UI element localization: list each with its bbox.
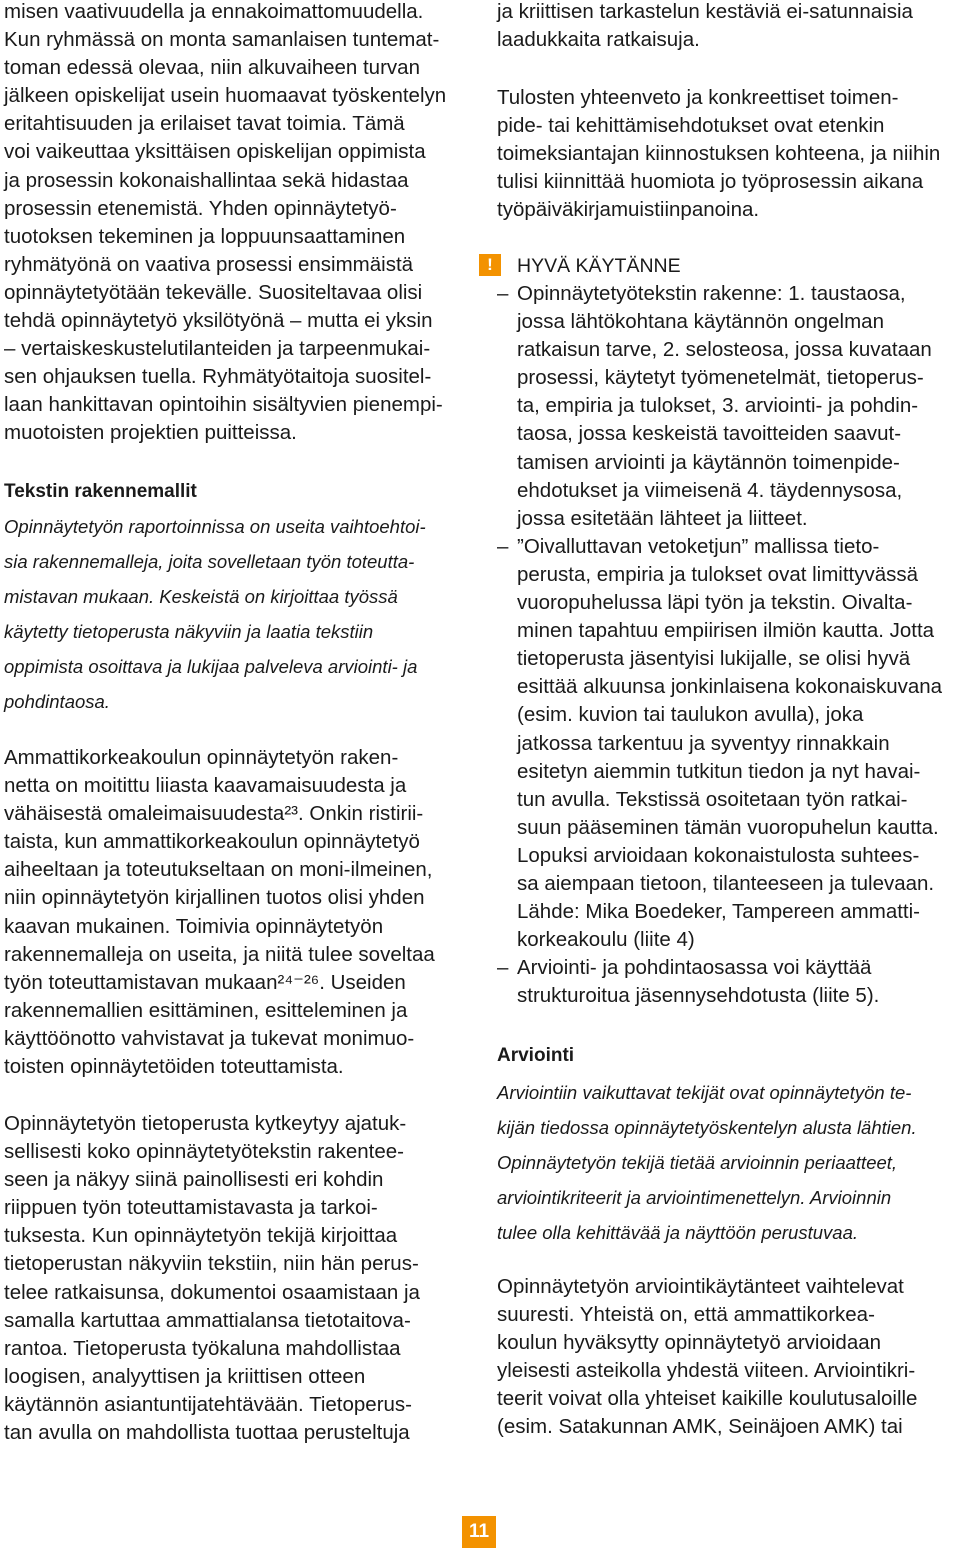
text-line: Kun ryhmässä on monta samanlaisen tuntemat- — [4, 28, 440, 52]
text-line: riippuen työn toteuttamistavasta ja tarkoi- — [4, 1196, 378, 1220]
text-line: telee ratkaisunsa, dokumentoi osaamistaan ja — [4, 1280, 420, 1304]
text-line: minen tapahtuu empiirisen ilmiön kautta. Jotta — [517, 619, 935, 643]
text-line: suun pääseminen tämän vuoropuhelun kautta. — [517, 815, 939, 839]
text-line: arviointikriteerit ja arviointimenettelyn. Arvioinnin — [497, 1187, 892, 1208]
text-line: netta on moitittu liiasta kaavamaisuudesta ja — [4, 774, 407, 798]
text-line: Opinnäytetyön arviointikäytänteet vaihtelevat — [497, 1275, 904, 1298]
text-line: opinnäytetyötään tekevälle. Suositeltavaa olisi — [4, 280, 423, 304]
left-paragraph-1 — [4, 0, 446, 448]
text-line: prosessi, käytetyt työmenetelmät, tietoperus- — [517, 366, 924, 390]
text-line: jossa lähtökohtana käytännön ongelman — [517, 310, 884, 334]
tip-list-item — [497, 954, 942, 1010]
text-line: ja prosessin kokonaishallintaa sekä hidastaa — [4, 168, 409, 192]
text-line: laadukkaita ratkaisuja. — [497, 28, 700, 52]
text-line: mistavan mukaan. Keskeistä on kirjoittaa työssä — [4, 586, 398, 607]
text-line: ja kriittisen tarkastelun kestäviä ei-satunnaisia — [497, 0, 913, 23]
text-line: jossa esitetään lähteet ja liitteet. — [517, 506, 808, 530]
section-intro-tekstin-rakennemallit — [4, 509, 426, 719]
page-number-badge: 11 — [462, 1516, 496, 1548]
tip-list-item — [497, 533, 942, 954]
text-line: Opinnäytetyön tietoperusta kytkeytyy ajatuk- — [4, 1112, 407, 1135]
text-line: tehdä opinnäytetyö yksilötyönä – mutta ei yksin — [4, 309, 433, 333]
text-line: sen ohjauksen tuella. Ryhmätyötaitoja suositel- — [4, 365, 432, 389]
text-line: jälkeen opiskelijat usein huomaavat työskentelyn — [4, 84, 447, 108]
text-line: Opinnäytetyön raportoinnissa on useita vaihtoehtoi- — [4, 516, 426, 537]
text-line: Arviointiin vaikuttavat tekijät ovat opinnäytetyön te- — [497, 1082, 912, 1103]
text-line: ehdotukset ja viimeisenä 4. täydennysosa, — [517, 478, 903, 502]
text-line: tietoperusta jäsentyisi lukijalle, se olisi hyvä — [517, 647, 911, 671]
text-line: käytännön asiantuntijatehtävään. Tietoperus- — [4, 1392, 412, 1416]
text-line: (esim. kuvion tai taulukon avulla), joka — [517, 703, 864, 727]
text-line: pide- tai kehittämisehdotukset ovat etenkin — [497, 114, 885, 138]
text-line: Arviointi- ja pohdintaosassa voi käyttää — [517, 956, 872, 980]
text-line: (esim. Satakunnan AMK, Seinäjoen AMK) tai — [497, 1415, 903, 1439]
text-line: ryhmätyönä on vaativa prosessi ensimmäistä — [4, 252, 414, 276]
text-line: jatkossa tarkentuu ja syventyy rinnakkain — [517, 731, 890, 755]
text-line: tamisen arviointi ja käytännön toimenpide- — [517, 450, 900, 474]
text-line: voi vaikeuttaa yksittäisen opiskelijan oppimista — [4, 140, 426, 164]
text-line: sellisesti koko opinnäytetyötekstin rakentee- — [4, 1140, 404, 1164]
text-line: vähäisestä omaleimaisuudesta²³. Onkin ristirii- — [4, 802, 424, 826]
text-line: kaavan mukainen. Toimivia opinnäytetyön — [4, 914, 384, 938]
text-line: ratkaisun tarve, 2. selosteosa, jossa kuvataan — [517, 338, 932, 362]
tip-list-item — [497, 280, 942, 533]
text-line: tun avulla. Tekstissä osoitetaan työn ratkai- — [517, 787, 908, 811]
text-line: oppimista osoittava ja lukijaa palveleva arviointi- ja — [4, 656, 418, 677]
dash-bullet-icon: – — [497, 534, 509, 558]
text-line: esitetyn aiemmin tutkitun tiedon ja nyt havai- — [517, 759, 921, 783]
text-line: Tulosten yhteenveto ja konkreettiset toimen- — [497, 86, 899, 109]
text-line: tuotoksen tekeminen ja loppuunsaattaminen — [4, 224, 406, 248]
text-line: tietoperustan näkyviin tekstiin, niin hän perus- — [4, 1252, 419, 1276]
text-line: yleisesti asteikolla yhdestä viiteen. Arviointikri- — [497, 1359, 916, 1383]
right-paragraph-2 — [497, 84, 940, 224]
text-line: samalla kartuttaa ammattialansa tietotaitova- — [4, 1308, 411, 1332]
text-line: korkeakoulu (liite 4) — [517, 928, 695, 952]
text-line: loogisen, analyyttisen ja kriittisen otteen — [4, 1364, 366, 1388]
text-line: Lähde: Mika Boedeker, Tampereen ammatti- — [517, 900, 921, 924]
text-line: rakennemallien esittäminen, esitteleminen ja — [4, 998, 408, 1022]
text-line: työn toteuttamistavan mukaan²⁴⁻²⁶. Useiden — [4, 970, 406, 994]
text-line: sa aiempaan tietoon, tilanteeseen ja tulevaan. — [517, 871, 935, 895]
text-line: Lopuksi arvioidaan kokonaistulosta suhtees- — [517, 843, 920, 867]
text-line: kijän tiedossa opinnäytetyöskentelyn alusta lähtien. — [497, 1117, 917, 1138]
text-line: käytetty tietoperusta näkyviin ja laatia tekstiin — [4, 621, 374, 642]
text-line: taosa, jossa keskeistä tavoitteiden saavut- — [517, 422, 902, 446]
left-paragraph-3 — [4, 1110, 420, 1447]
text-line: tuksesta. Kun opinnäytetyön tekijä kirjoittaa — [4, 1224, 398, 1248]
text-line: käyttöönotto vahvistavat ja tukevat monimuo- — [4, 1026, 415, 1050]
text-line: Ammattikorkeakoulun opinnäytetyön raken- — [4, 746, 399, 769]
text-line: työpäiväkirjamuistiinpanoina. — [497, 198, 760, 222]
text-line: seen ja näkyy siinä painollisesti eri kohdin — [4, 1168, 384, 1192]
text-line: vuoropuhelussa läpi työn ja tekstin. Oivalta- — [517, 591, 913, 615]
text-line: esittää alkuunsa jonkinlaisena kokonaiskuvana — [517, 675, 943, 699]
text-line: rakennemalleja on useita, ja niitä tulee soveltaa — [4, 942, 435, 966]
text-line: niin opinnäytetyön kirjallinen tuotos olisi yhden — [4, 886, 425, 910]
dash-bullet-icon: – — [497, 956, 509, 980]
tip-list — [497, 280, 942, 1010]
right-paragraph-1 — [497, 0, 913, 54]
text-line: tan avulla on mahdollista tuottaa perusteltuja — [4, 1421, 410, 1445]
text-line: strukturoitua jäsennysehdotusta (liite 5). — [517, 984, 880, 1008]
right-paragraph-3 — [497, 1273, 917, 1442]
text-line: toisten opinnäytetöiden toteuttamista. — [4, 1055, 344, 1079]
text-line: ta, empiria ja tulokset, 3. arviointi- ja pohdin- — [517, 394, 919, 418]
text-line: rantoa. Tietoperusta työkaluna mahdollistaa — [4, 1336, 401, 1360]
text-line: toimeksiantajan kiinnostuksen kohteena, ja niihin — [497, 142, 941, 166]
text-line: muotoisten projektien puitteissa. — [4, 421, 297, 445]
tip-box-title — [487, 252, 681, 280]
exclamation-icon: ! — [479, 254, 501, 276]
dash-bullet-icon: – — [497, 282, 509, 305]
section-intro-arviointi — [497, 1075, 917, 1250]
text-line: – vertaiskeskustelutilanteiden ja tarpeenmukai- — [4, 337, 431, 361]
tip-title-text: HYVÄ KÄYTÄNNE — [517, 255, 681, 277]
text-line: laan hankittavan opintoihin sisältyvien pienempi- — [4, 393, 443, 417]
text-line: teerit voivat olla yhteiset kaikille koulutusaloille — [497, 1387, 918, 1411]
text-line: pohdintaosa. — [4, 691, 110, 712]
left-paragraph-2 — [4, 744, 435, 1081]
text-line: taista, kun ammattikorkeakoulun opinnäytetyö — [4, 830, 420, 854]
text-line: koulun hyväksytty opinnäytetyö arvioidaan — [497, 1331, 882, 1355]
text-line: sia rakennemalleja, joita sovelletaan työn toteutta- — [4, 551, 415, 572]
text-line: tulee olla kehittävää ja näyttöön perustuvaa. — [497, 1222, 858, 1243]
text-line: misen vaativuudella ja ennakoimattomuudella. — [4, 0, 424, 23]
text-line: eritahtisuuden ja erilaiset tavat toimia. Tämä — [4, 112, 405, 136]
text-line: Opinnäytetyötekstin rakenne: 1. taustaosa, — [517, 282, 906, 305]
text-line: perusta, empiria ja tulokset ovat limittyvässä — [517, 562, 919, 586]
section-heading-tekstin-rakennemallit: Tekstin rakennemallit — [4, 481, 197, 502]
text-line: tulisi kiinnittää huomiota jo työprosessin aikana — [497, 170, 924, 194]
text-line: Opinnäytetyön tekijä tietää arvioinnin periaatteet, — [497, 1152, 898, 1173]
text-line: aiheeltaan ja toteutukseltaan on moni-ilmeinen, — [4, 858, 433, 882]
text-line: suuresti. Yhteistä on, että ammattikorkea- — [497, 1303, 875, 1327]
section-heading-arviointi: Arviointi — [497, 1045, 575, 1066]
text-line: toman edessä olevaa, niin alkuvaiheen turvan — [4, 56, 420, 80]
text-line: ”Oivalluttavan vetoketjun” mallissa tieto- — [517, 534, 880, 558]
text-line: prosessin etenemistä. Yhden opinnäytetyö- — [4, 196, 397, 220]
